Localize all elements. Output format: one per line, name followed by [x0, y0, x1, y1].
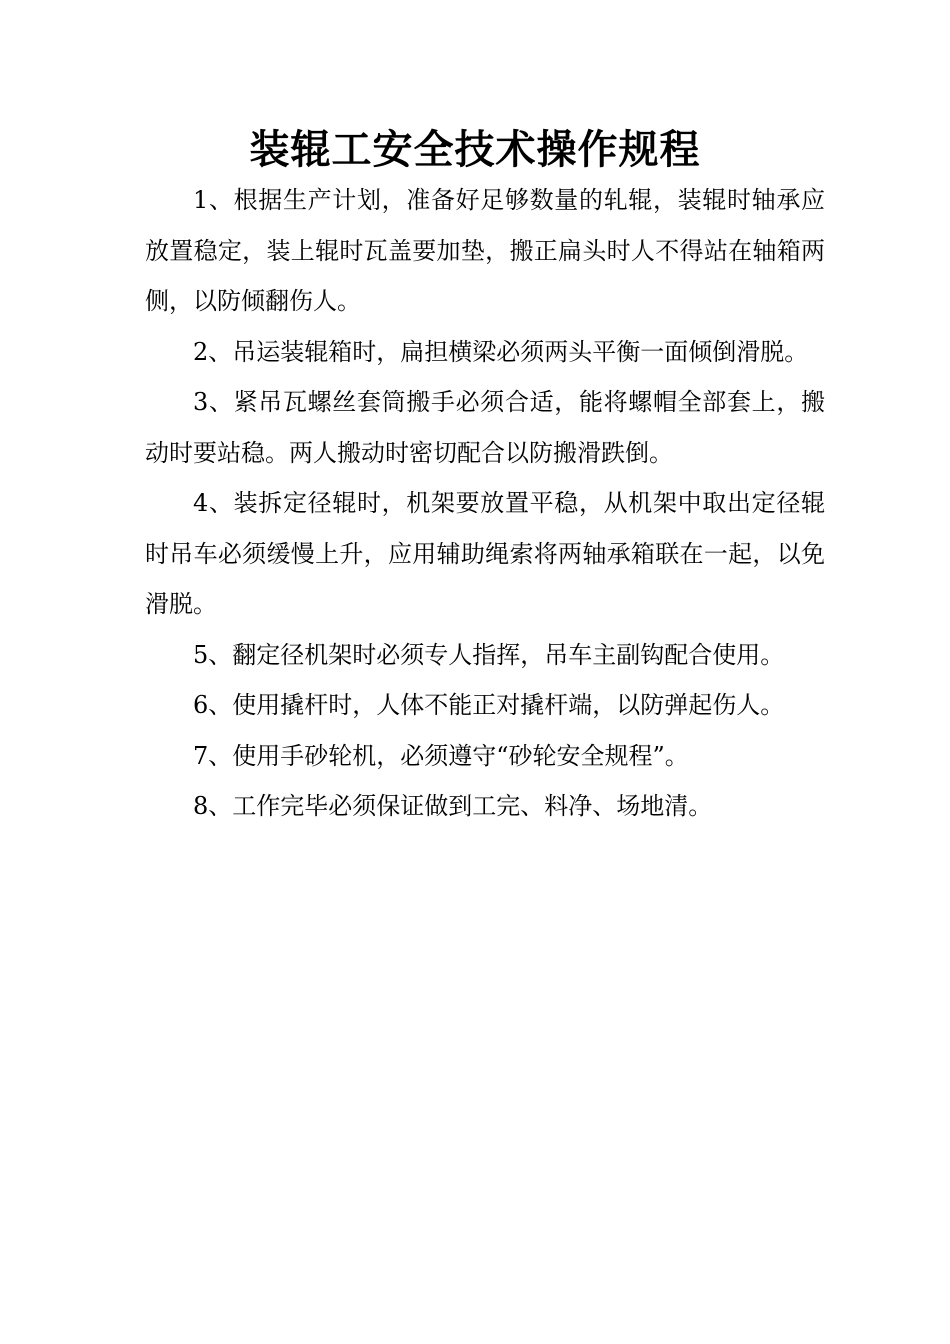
document-title: 装辊工安全技术操作规程	[249, 126, 701, 173]
paragraph-5: 5、翻定径机架时必须专人指挥，吊车主副钩配合使用。	[193, 640, 785, 669]
paragraph-1: 1、根据生产计划，准备好足够数量的轧辊，装辊时轴承应放置稳定，装上辊时瓦盖要加垫，搬正扁头时人不得站在轴箱两侧，以防倾翻伤人。	[145, 186, 825, 315]
paragraph-7: 7、使用手砂轮机，必须遵守“砂轮安全规程”。	[193, 741, 689, 770]
paragraph-6: 6、使用撬杆时，人体不能正对撬杆端，以防弹起伤人。	[193, 691, 785, 719]
document-body	[145, 175, 825, 832]
paragraph-4: 4、装拆定径辊时，机架要放置平稳，从机架中取出定径辊时吊车必须缓慢上升，应用辅助绳索将两轴承箱联在一起，以免滑脱。	[145, 489, 825, 618]
paragraph-2: 2、吊运装辊箱时，扁担横梁必须两头平衡一面倾倒滑脱。	[193, 337, 809, 366]
paragraph-8: 8、工作完毕必须保证做到工完、料净、场地清。	[193, 792, 713, 820]
paragraph-3: 3、紧吊瓦螺丝套筒搬手必须合适，能将螺帽全部套上，搬动时要站稳。两人搬动时密切配合以防搬滑跌倒。	[145, 388, 825, 467]
